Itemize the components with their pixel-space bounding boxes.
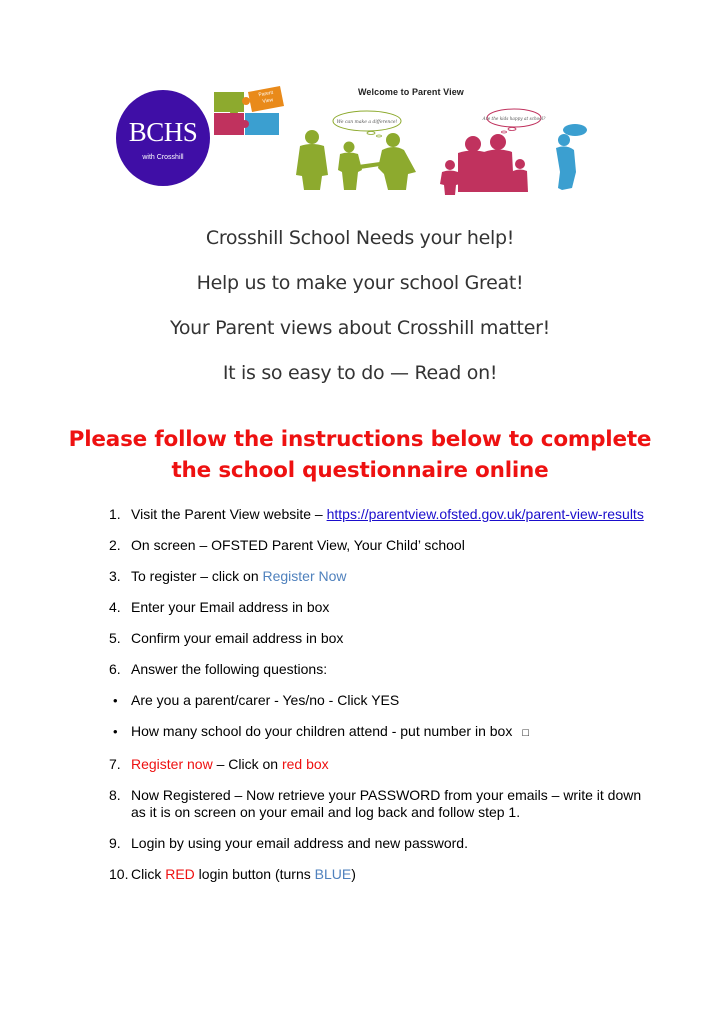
step-text	[131, 835, 468, 851]
step-text-segment: Visit the Parent View website –	[131, 506, 327, 522]
sub-bullet-item	[109, 692, 649, 709]
step-text-segment: – Click on	[212, 756, 282, 772]
step-text	[131, 692, 399, 708]
step-item	[109, 835, 649, 852]
family-silhouettes-icon	[292, 80, 602, 200]
step-text	[131, 506, 644, 522]
step-marker: 6.	[109, 661, 121, 677]
step-text	[131, 599, 329, 615]
step-marker: 3.	[109, 568, 121, 584]
speech-bubble-right-text: Are the kids happy at school?	[482, 116, 546, 121]
logo-subtext: with Crosshill	[142, 154, 184, 161]
step-item	[109, 787, 649, 821]
puzzle-label-2: View	[262, 97, 274, 105]
checkbox-square-icon: □	[522, 727, 529, 739]
step-text	[131, 723, 529, 739]
step-text-segment: Click	[131, 866, 166, 882]
step-item	[109, 661, 649, 678]
step-marker: •	[113, 724, 118, 739]
step-marker: 9.	[109, 835, 121, 851]
step-text-segment: How many school do your children attend - put number in box	[131, 723, 513, 739]
step-text	[131, 537, 465, 553]
sub-bullet-item	[109, 723, 649, 742]
heading-views-matter: Your Parent views about Crosshill matter!	[170, 317, 550, 339]
step-marker: 7.	[109, 756, 121, 772]
step-text	[131, 787, 641, 820]
step-marker: 4.	[109, 599, 121, 615]
step-item	[109, 756, 649, 773]
step-item	[109, 630, 649, 647]
step-text	[131, 630, 343, 646]
step-text-segment: Login by using your email address and new password.	[131, 835, 468, 851]
step-text-segment: Now Registered – Now retrieve your PASSWORD from your emails – write it down as it is on screen on your email and log back and follow step 1.	[131, 787, 642, 820]
step-marker: •	[113, 693, 118, 708]
heading-make-great: Help us to make your school Great!	[196, 272, 524, 294]
step-marker: 8.	[109, 787, 121, 803]
heading-needs-help: Crosshill School Needs your help!	[205, 227, 515, 249]
banner-title: Welcome to Parent View	[358, 87, 464, 97]
highlight-red-text: Register now	[131, 756, 213, 772]
appeal-headings	[0, 228, 720, 383]
step-text-segment: To register – click on	[131, 568, 263, 584]
step-text-segment: Enter your Email address in box	[131, 599, 330, 615]
step-text	[131, 756, 329, 772]
highlight-blue-text: BLUE	[314, 866, 352, 882]
logo-text: BCHS	[128, 117, 198, 147]
step-text	[131, 568, 347, 584]
step-text-segment: Are you a parent/carer - Yes/no - Click YES	[131, 692, 400, 708]
step-text-segment: On screen – OFSTED Parent View, Your Child’ school	[131, 537, 465, 553]
step-marker: 10.	[109, 866, 129, 882]
school-logo	[116, 90, 210, 186]
step-item	[109, 599, 649, 616]
step-marker: 1.	[109, 506, 121, 522]
step-item	[109, 568, 649, 585]
step-marker: 2.	[109, 537, 121, 553]
heading-read-on: It is so easy to do — Read on!	[222, 362, 498, 384]
parent-view-link[interactable]: https://parentview.ofsted.gov.uk/parent-view-results	[326, 506, 644, 522]
puzzle-label: Parent	[258, 89, 274, 99]
step-item	[109, 506, 649, 523]
step-text-segment: Answer the following questions:	[131, 661, 328, 677]
highlight-red-text: red box	[281, 756, 329, 772]
step-text-segment: )	[351, 866, 356, 882]
instructions-list	[109, 506, 649, 897]
step-item	[109, 537, 649, 554]
highlight-blue-text: Register Now	[262, 568, 347, 584]
step-text-segment: Confirm your email address in box	[131, 630, 344, 646]
instructions-title: Please follow the instructions below to complete the school questionnaire online	[68, 427, 652, 483]
step-text	[131, 661, 327, 677]
step-item	[109, 866, 649, 883]
step-marker: 5.	[109, 630, 121, 646]
step-text	[131, 866, 356, 882]
step-text-segment: login button (turns	[194, 866, 315, 882]
speech-bubble-left-text: We can make a difference!	[336, 120, 398, 125]
puzzle-pieces-icon	[212, 86, 290, 140]
highlight-red-text: RED	[165, 866, 195, 882]
parent-view-banner	[292, 80, 602, 200]
